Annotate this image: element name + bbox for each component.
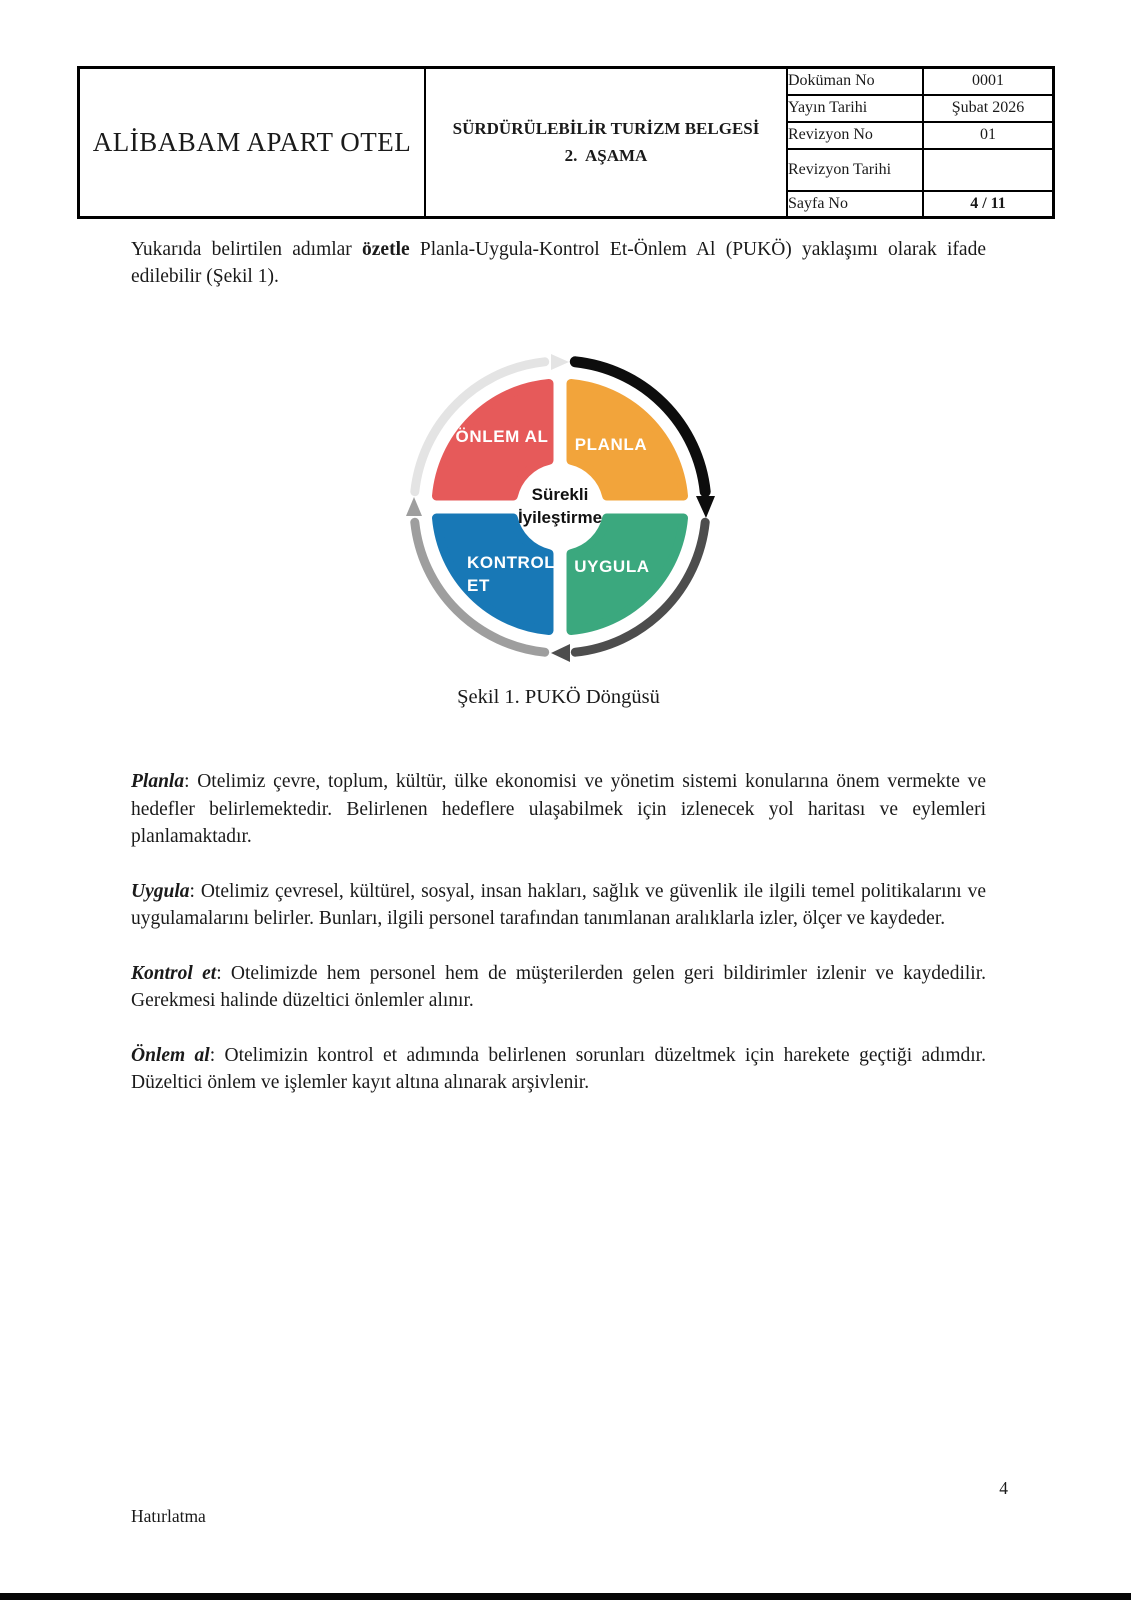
- footer-note: Hatırlatma: [131, 1506, 206, 1526]
- intro-text-before: Yukarıda belirtilen adımlar: [131, 239, 363, 260]
- puko-cycle-svg: [405, 352, 715, 662]
- field-value-yayin-tarihi: Şubat 2026: [923, 95, 1054, 122]
- intro-text-after: Planla-Uygula-Kontrol Et-Önlem Al (PUKÖ) yaklaşımı olarak ifade edilebilir (Şekil 1).: [131, 239, 986, 287]
- text-onlem-al: : Otelimizin kontrol et adımında belirlenen sorunları düzeltmek için harekete geçtiği adımdır. Düzeltici önlem ve işlemler kayıt altına alınarak arşivlenir.: [131, 1044, 986, 1093]
- text-kontrol-et: : Otelimizde hem personel hem de müşterilerden gelen geri bildirimler izlenir ve kaydedilir. Gerekmesi halinde düzeltici önlemler alınır.: [131, 962, 986, 1011]
- field-value-dokuman-no: 0001: [923, 68, 1054, 95]
- cycle-arrow-top-left-head: [551, 354, 569, 370]
- field-label-yayin-tarihi: Yayın Tarihi: [787, 95, 923, 122]
- term-kontrol-et: Kontrol et: [131, 962, 217, 984]
- page-number: 4: [999, 1478, 1008, 1498]
- label-et: ET: [467, 576, 490, 595]
- field-label-revizyon-no: Revizyon No: [787, 122, 923, 149]
- text-uygula: : Otelimiz çevresel, kültürel, sosyal, insan hakları, sağlık ve güvenlik ile ilgili temel politikalarını ve uygulamalarını belirler. Bunları, ilgili personel tarafından tanımlanan aralıklarla izler, ölçer ve kaydeder.: [131, 880, 986, 929]
- paragraph-kontrol-et: [131, 960, 986, 1015]
- label-planla: PLANLA: [574, 435, 648, 454]
- paragraph-onlem-al: [131, 1042, 986, 1097]
- doc-title-line2: 2. AŞAMA: [564, 146, 648, 165]
- field-value-revizyon-no: 01: [923, 122, 1054, 149]
- term-onlem-al: Önlem al: [131, 1044, 210, 1066]
- paragraph-planla: [131, 768, 986, 851]
- body-paragraphs: [131, 768, 986, 1124]
- text-planla: : Otelimiz çevre, toplum, kültür, ülke ekonomisi ve yönetim sistemi konularına önem vermekte ve hedefler belirlemektedir. Belirlenen hedeflere ulaşabilmek için izlenecek yol haritası ve eylemleri planlamaktadır.: [131, 771, 986, 847]
- puko-cycle-diagram: [405, 352, 715, 662]
- paragraph-uygula: [131, 878, 986, 933]
- label-onlem-al: ÖNLEM AL: [455, 427, 549, 446]
- org-name: ALİBABAM APART OTEL: [92, 127, 412, 157]
- doc-title-cell: [425, 68, 787, 218]
- quadrant-kontrol-et: [437, 518, 550, 631]
- cycle-arrow-top-right-head: [696, 496, 715, 518]
- field-label-sayfa-no: Sayfa No: [787, 191, 923, 218]
- figure-caption: Şekil 1. PUKÖ Döngüsü: [457, 686, 660, 708]
- intro-text-bold: özetle: [362, 239, 410, 260]
- center-text-line2: İyileştirme: [517, 508, 603, 527]
- cycle-arrow-bottom-right-head: [551, 644, 570, 662]
- cycle-arrow-bottom-left-head: [406, 497, 422, 516]
- term-planla: Planla: [131, 771, 185, 792]
- term-uygula: Uygula: [131, 880, 190, 902]
- scan-edge-strip: [0, 1593, 1131, 1600]
- field-label-dokuman-no: Doküman No: [787, 68, 923, 95]
- field-label-revizyon-tarihi: Revizyon Tarihi: [787, 149, 923, 191]
- org-name-cell: [79, 68, 426, 218]
- doc-title-line1: SÜRDÜRÜLEBİLİR TURİZM BELGESİ: [452, 119, 760, 138]
- field-value-revizyon-tarihi: [923, 149, 1054, 191]
- intro-paragraph: [131, 236, 986, 290]
- field-value-sayfa-no: 4 / 11: [923, 191, 1054, 218]
- document-header-table: [77, 66, 1055, 219]
- center-text-line1: Sürekli: [531, 485, 589, 504]
- label-uygula: UYGULA: [574, 557, 650, 576]
- label-kontrol: KONTROL: [467, 553, 556, 572]
